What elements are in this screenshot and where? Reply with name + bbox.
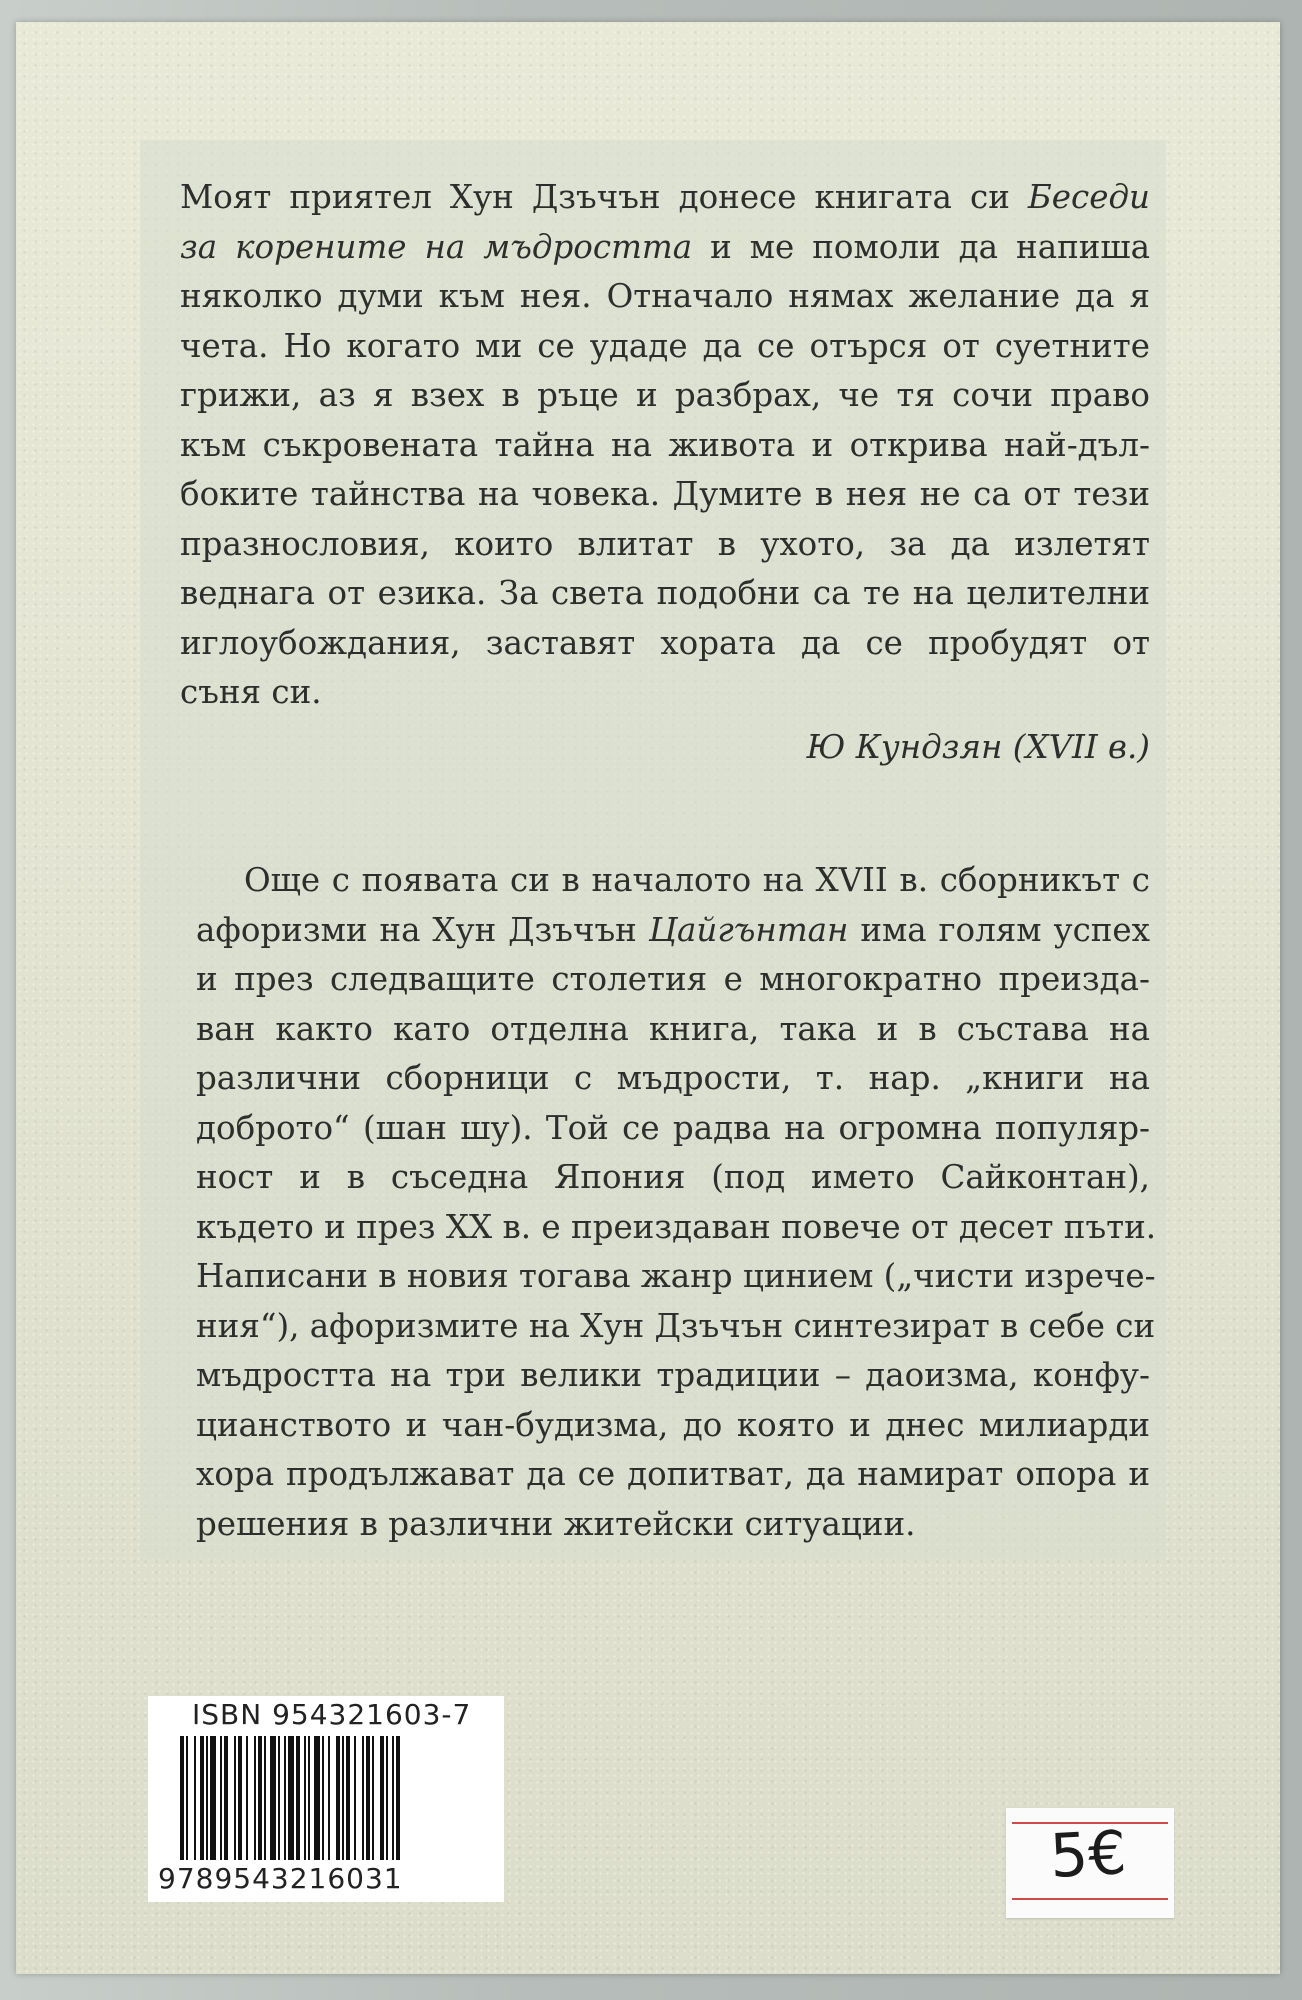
price-handwritten: 5€ bbox=[1048, 1818, 1129, 1892]
quote-line: празнословия, които влитат в ухото, за да излетят bbox=[180, 524, 1150, 563]
ean-digits: 9789543216031 bbox=[158, 1862, 403, 1895]
quote-line: съня си. bbox=[180, 673, 322, 711]
isbn-label: ISBN 954321603-7 bbox=[192, 1698, 472, 1731]
description-line: и през следващите столетия е многократно преизда- bbox=[196, 960, 1150, 998]
description-line: ван както като отделна книга, така и в състава на bbox=[196, 1009, 1150, 1048]
isbn-barcode bbox=[148, 1696, 504, 1902]
description-line: Написани в новия тогава жанр цинием („чисти изрече- bbox=[196, 1257, 1156, 1295]
quote-line: Моят приятел Хун Дзъчън донесе книгата си Беседи bbox=[180, 178, 1150, 216]
description-line: където и през XX в. е преиздаван повече от десет пъти. bbox=[196, 1207, 1157, 1246]
quote-line: иглоубождания, заставят хората да се пробудят от bbox=[180, 623, 1150, 662]
description-line: ния“), афоризмите на Хун Дзъчън синтезират в себе си bbox=[196, 1306, 1156, 1345]
quote-line: няколко думи към нея. Отначало нямах желание да я bbox=[180, 277, 1150, 315]
sticker-bottom-line bbox=[1012, 1898, 1168, 1900]
quote-text bbox=[180, 173, 1150, 718]
quote-line: за корените на мъдростта и ме помоли да напиша bbox=[180, 227, 1150, 266]
description-text bbox=[196, 856, 1157, 1549]
quote-line: боките тайнства на човека. Думите в нея не са от тези bbox=[180, 475, 1150, 513]
description-line: хора продължават да се допитват, да намират опора и bbox=[196, 1455, 1150, 1493]
description-line: Още с появата си в началото на XVII в. сборникът с bbox=[244, 861, 1150, 899]
description-line: ност и в съседна Япония (под името Сайконтан), bbox=[196, 1158, 1150, 1196]
book-title-italic: за корените на мъдростта bbox=[180, 227, 693, 266]
description-line: решения в различни житейски ситуации. bbox=[196, 1504, 916, 1543]
description-line: различни сборници с мъдрости, т. нар. „книги на bbox=[196, 1059, 1150, 1097]
book-title-italic: Беседи bbox=[1027, 178, 1150, 216]
barcode-bars bbox=[180, 1736, 480, 1860]
quote-line: към съкровената тайна на живота и открива най-дъл- bbox=[180, 425, 1150, 464]
collection-title-italic: Цайгънтан bbox=[648, 910, 849, 949]
quote-line: грижи, аз я взех в ръце и разбрах, че тя сочи право bbox=[180, 376, 1150, 414]
quote-line: веднага от езика. За света подобни са те на целителни bbox=[180, 574, 1150, 612]
description-line: доброто“ (шан шу). Той се радва на огромна популяр- bbox=[196, 1108, 1150, 1147]
description-line: цианството и чан-будизма, до която и днес милиарди bbox=[196, 1405, 1150, 1444]
price-sticker bbox=[1006, 1808, 1174, 1918]
description-line: мъдростта на три велики традиции – даоизма, конфу- bbox=[196, 1356, 1150, 1394]
description-line: афоризми на Хун Дзъчън Цайгънтан има голям успех bbox=[196, 910, 1150, 949]
quote-line: чета. Но когато ми се удаде да се отърся от суетните bbox=[180, 326, 1150, 365]
quote-attribution: Ю Кундзян (XVII в.) bbox=[806, 728, 1150, 766]
